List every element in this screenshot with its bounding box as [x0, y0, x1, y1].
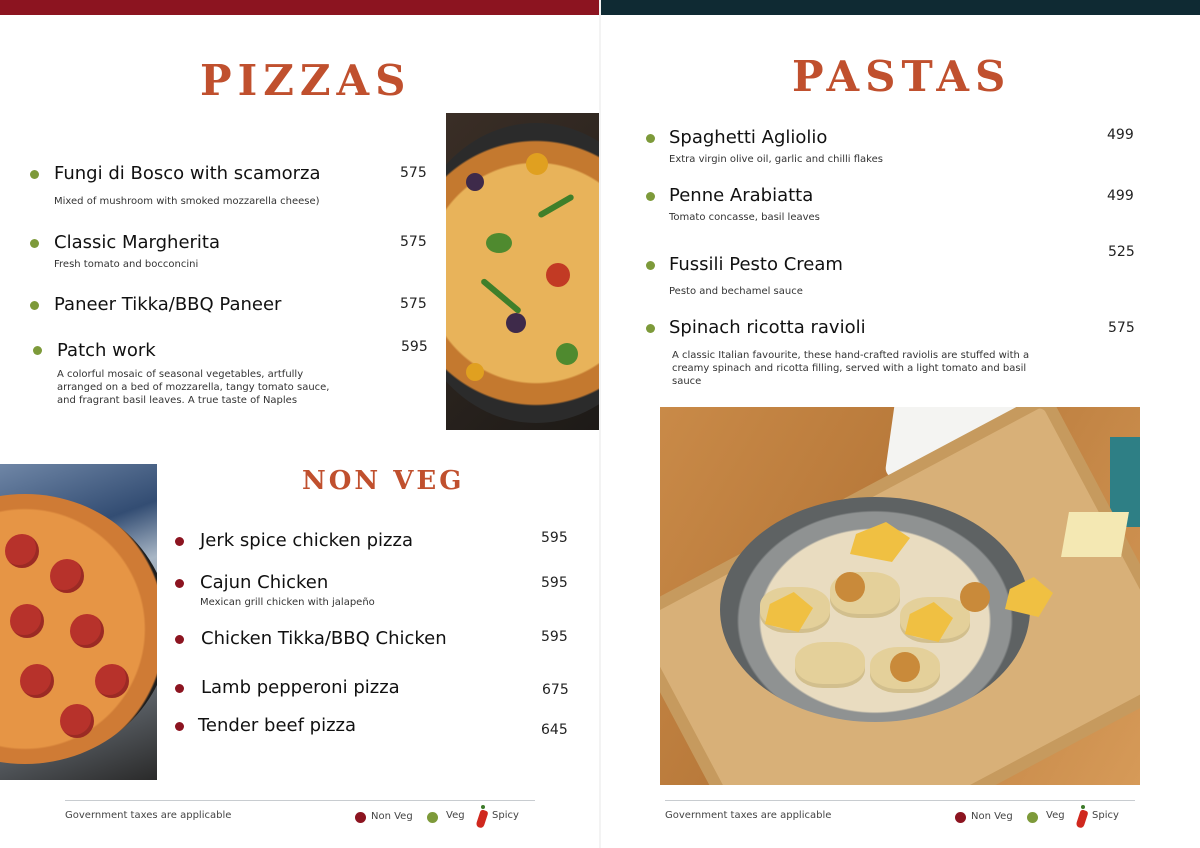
veg-pizza-photo [446, 113, 599, 430]
menu-item-desc: Mixed of mushroom with smoked mozzarella cheese) [54, 196, 320, 207]
menu-item-price: 575 [400, 234, 427, 250]
page-divider [599, 0, 601, 848]
nonveg-dot-icon [175, 722, 184, 731]
menu-item-name: Paneer Tikka/BBQ Paneer [54, 294, 282, 315]
footer-divider [665, 800, 1135, 801]
footer-divider [65, 800, 535, 801]
pastas-title: PASTAS [792, 52, 1012, 101]
nonveg-pizza-photo [0, 464, 157, 780]
menu-item-desc: Pesto and bechamel sauce [669, 286, 803, 297]
menu-item-price: 595 [541, 530, 568, 546]
veg-dot-icon [30, 239, 39, 248]
chili-stem-icon [1081, 805, 1085, 809]
veg-dot-icon [646, 134, 655, 143]
nonveg-dot-icon [175, 635, 184, 644]
veg-dot-icon [30, 301, 39, 310]
menu-item-price: 525 [1108, 244, 1135, 260]
menu-item-price: 575 [400, 165, 427, 181]
veg-dot-icon [33, 346, 42, 355]
menu-item-desc: Tomato concasse, basil leaves [669, 212, 820, 223]
top-bar-right [601, 0, 1200, 15]
veg-dot-icon [30, 170, 39, 179]
menu-item-price: 645 [541, 722, 568, 738]
tax-note: Government taxes are applicable [65, 810, 232, 821]
menu-item-name: Lamb pepperoni pizza [201, 677, 400, 698]
nonveg-title: NON VEG [302, 466, 465, 496]
menu-item-price: 595 [401, 339, 428, 355]
menu-item-name: Spinach ricotta ravioli [669, 317, 866, 338]
nonveg-legend-label: Non Veg [971, 811, 1013, 822]
menu-item-desc: A colorful mosaic of seasonal vegetables, artfully arranged on a bed of mozzarella, tangy tomato sauce, and fragrant basil leaves. A true taste of Naples [57, 369, 330, 406]
menu-item-price: 575 [400, 296, 427, 312]
menu-item-price: 575 [1108, 320, 1135, 336]
menu-item-desc: Fresh tomato and bocconcini [54, 259, 199, 270]
menu-item-price: 499 [1107, 127, 1134, 143]
veg-legend-icon [427, 812, 438, 823]
veg-dot-icon [646, 261, 655, 270]
menu-item-name: Classic Margherita [54, 232, 221, 253]
menu-item-name: Cajun Chicken [200, 572, 329, 593]
menu-item-name: Fussili Pesto Cream [669, 254, 843, 275]
nonveg-legend-label: Non Veg [371, 811, 413, 822]
menu-item-name: Patch work [57, 340, 156, 361]
pizzas-title: PIZZAS [200, 56, 412, 105]
menu-item-desc: Extra virgin olive oil, garlic and chilli flakes [669, 154, 883, 165]
tax-note: Government taxes are applicable [665, 810, 832, 821]
spicy-legend-label: Spicy [1092, 810, 1119, 821]
top-bar-left [0, 0, 599, 15]
nonveg-dot-icon [175, 537, 184, 546]
chili-icon [1075, 809, 1088, 829]
veg-dot-icon [646, 192, 655, 201]
veg-legend-label: Veg [1046, 810, 1065, 821]
spicy-legend-label: Spicy [492, 810, 519, 821]
menu-item-desc: Mexican grill chicken with jalapeño [200, 597, 375, 608]
veg-legend-label: Veg [446, 810, 465, 821]
veg-dot-icon [646, 324, 655, 333]
menu-item-name: Chicken Tikka/BBQ Chicken [201, 628, 447, 649]
veg-legend-icon [1027, 812, 1038, 823]
nonveg-legend-icon [955, 812, 966, 823]
chili-icon [475, 809, 488, 829]
menu-item-price: 499 [1107, 188, 1134, 204]
menu-item-price: 595 [541, 575, 568, 591]
menu-item-price: 595 [541, 629, 568, 645]
menu-item-name: Jerk spice chicken pizza [200, 530, 413, 551]
menu-item-desc: A classic Italian favourite, these hand-crafted raviolis are stuffed with a creamy spinach and ricotta filling, served with a light tomato and basil sauce [672, 350, 1030, 387]
ravioli-photo [660, 407, 1140, 785]
menu-item-name: Spaghetti Agliolio [669, 127, 828, 148]
menu-item-name: Fungi di Bosco with scamorza [54, 163, 321, 184]
nonveg-dot-icon [175, 684, 184, 693]
menu-item-name: Penne Arabiatta [669, 185, 814, 206]
chili-stem-icon [481, 805, 485, 809]
menu-item-name: Tender beef pizza [198, 715, 357, 736]
nonveg-dot-icon [175, 579, 184, 588]
menu-item-price: 675 [542, 682, 569, 698]
nonveg-legend-icon [355, 812, 366, 823]
